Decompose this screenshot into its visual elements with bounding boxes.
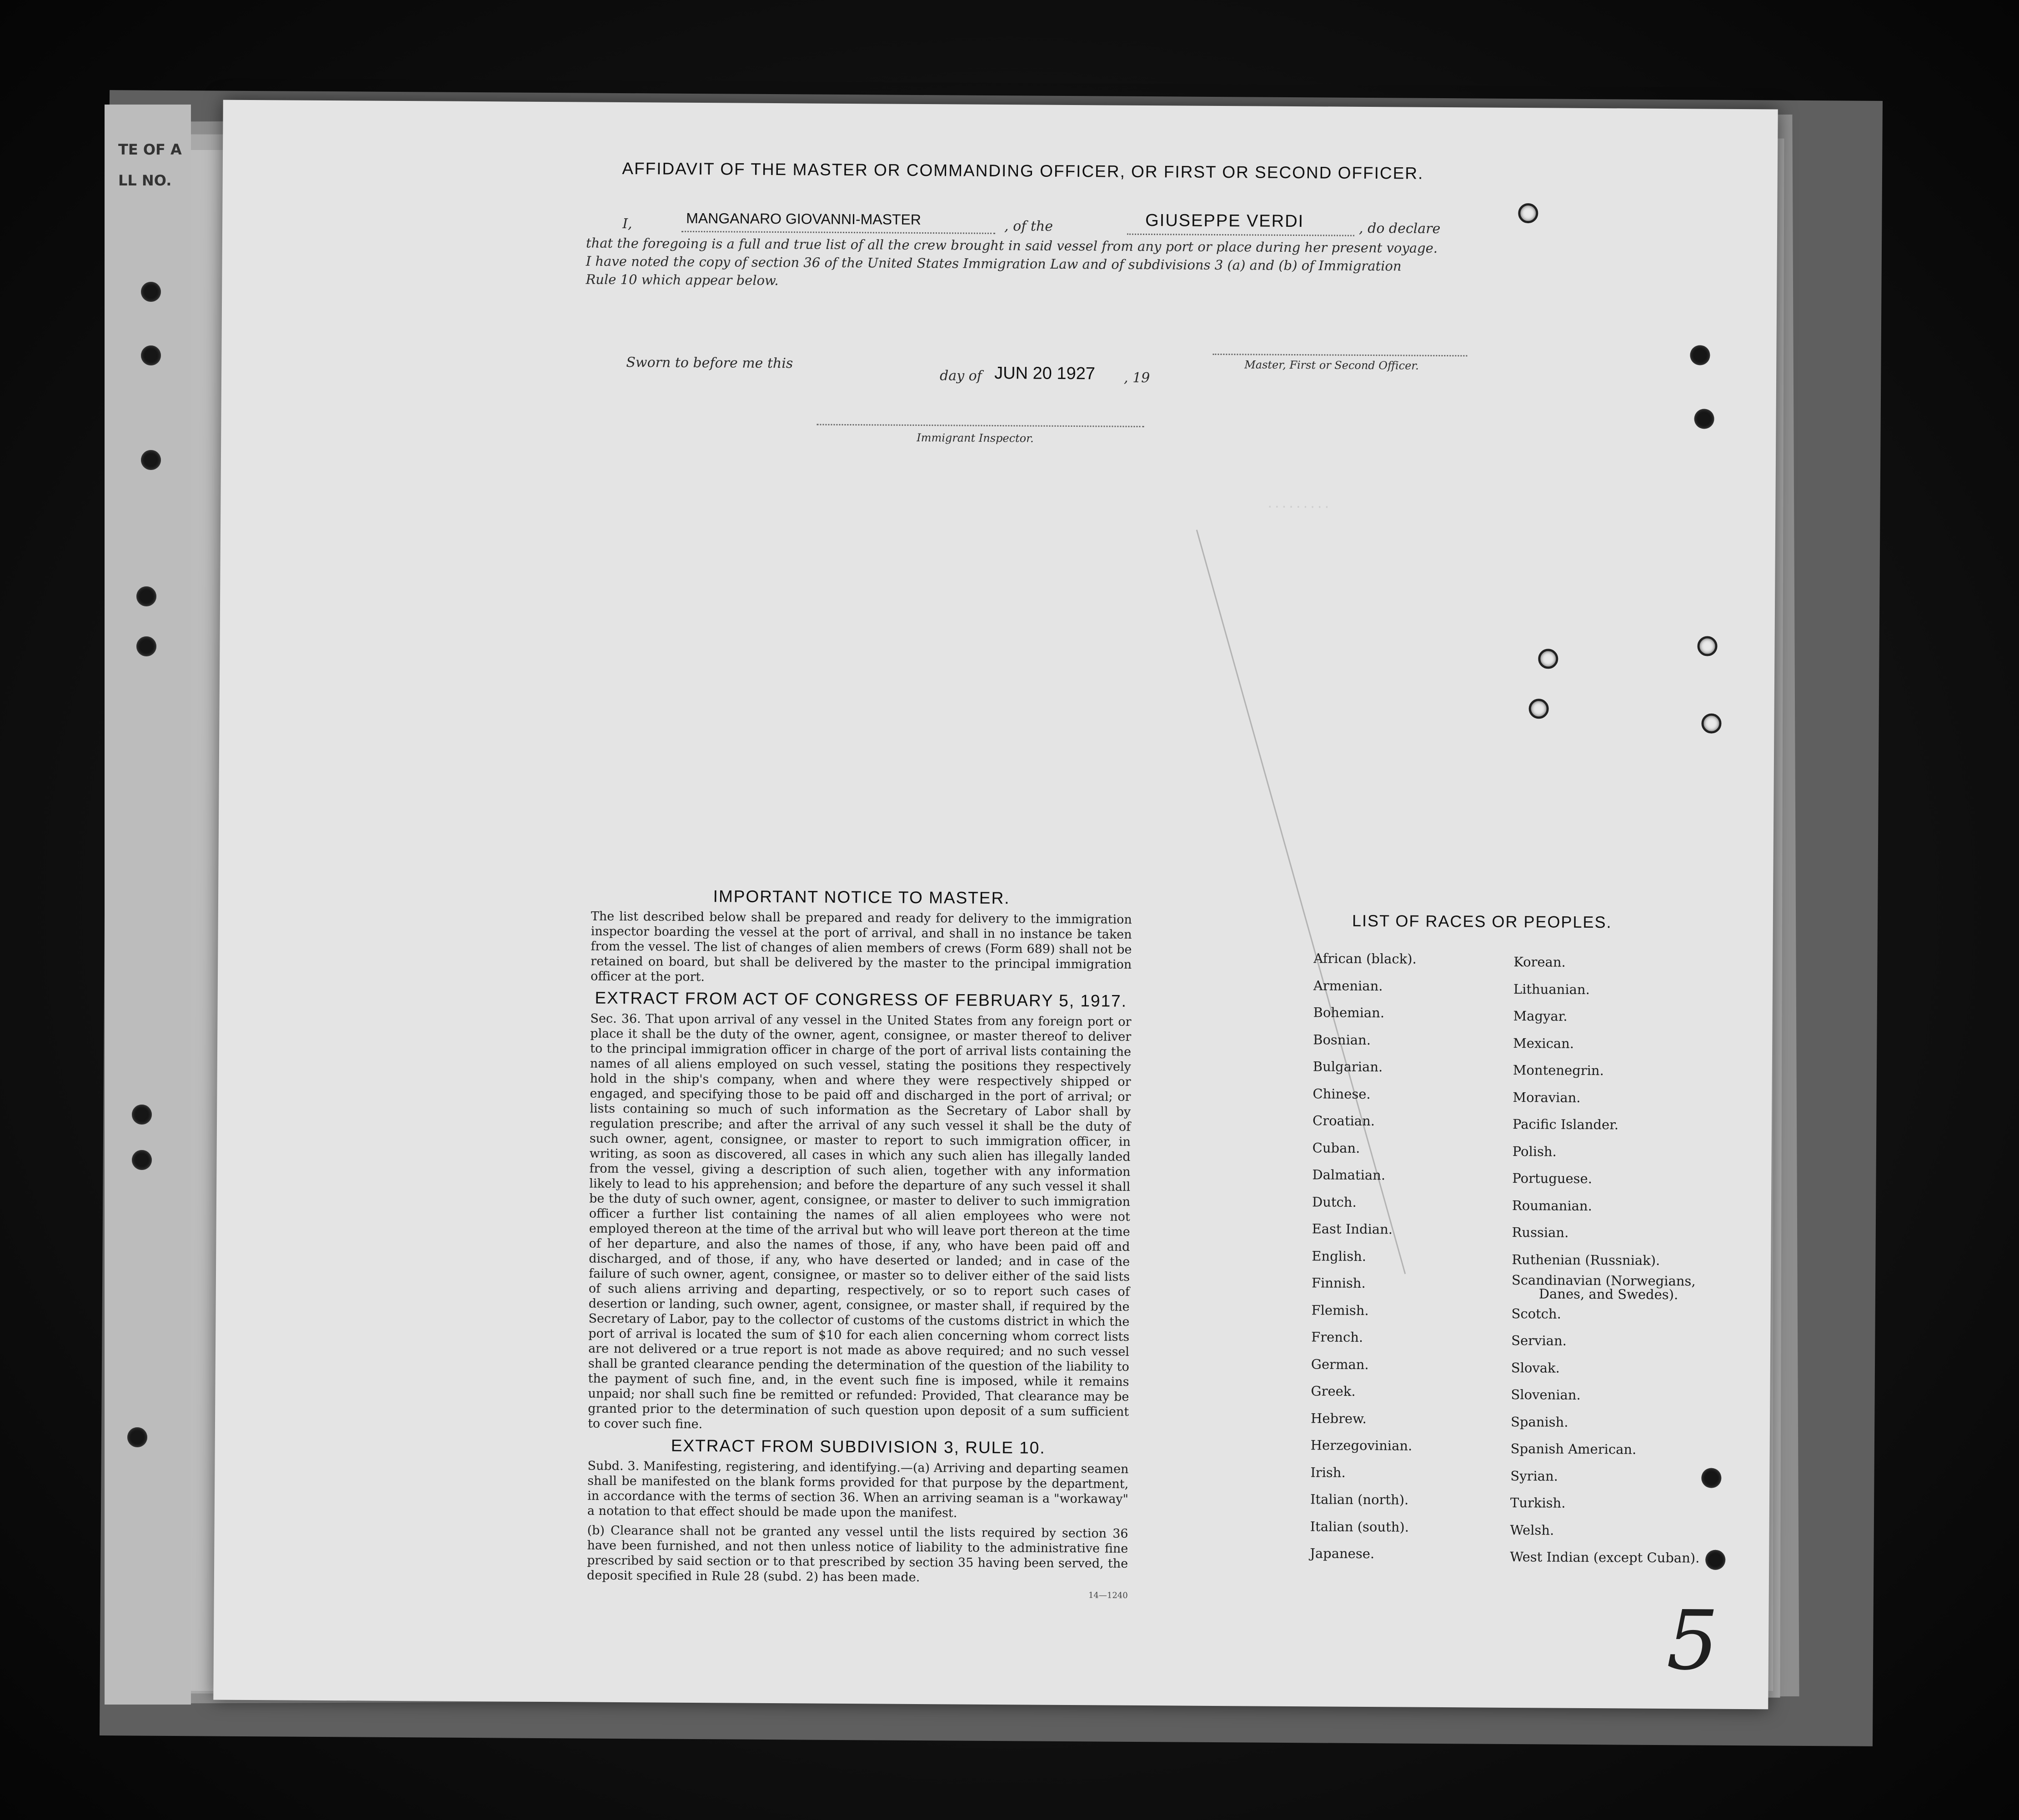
binder-hole — [1697, 636, 1717, 656]
handwritten-page-number: 5 — [1666, 1593, 1719, 1689]
race-item: Herzegovinian. — [1310, 1437, 1413, 1454]
race-item: Slovenian. — [1511, 1386, 1581, 1403]
race-item: Greek. — [1311, 1383, 1356, 1399]
race-item: Italian (south). — [1310, 1518, 1409, 1535]
master-name: MANGANARO GIOVANNI-MASTER — [686, 210, 922, 228]
of-the-label: , of the — [1004, 218, 1053, 235]
race-item: Roumanian. — [1512, 1197, 1592, 1214]
race-item: Mexican. — [1513, 1035, 1574, 1051]
affidavit-title: AFFIDAVIT OF THE MASTER OR COMMANDING OFFICER, OR FIRST OR SECOND OFFICER. — [622, 159, 1424, 183]
binder-hole — [1518, 203, 1538, 223]
race-item: Bosnian. — [1313, 1031, 1371, 1048]
races-right-column — [1510, 949, 1703, 1572]
affidavit-body — [586, 234, 1459, 294]
race-item-line: Scandinavian (Norwegians, — [1511, 1272, 1696, 1289]
vessel-dotted-line — [1127, 234, 1354, 236]
race-item: Lithuanian. — [1513, 981, 1590, 997]
punch-hole — [136, 636, 156, 656]
affidavit-body-line: I have noted the copy of section 36 of the United States Immigration Law and of subdivisions 3 (a) and (b) of Immigration — [586, 253, 1402, 274]
race-item: Chinese. — [1313, 1085, 1371, 1102]
race-item: English. — [1312, 1248, 1367, 1264]
punch-hole — [127, 1427, 147, 1447]
binder-hole — [1529, 699, 1549, 719]
form-code: 14—1240 — [1088, 1590, 1128, 1600]
race-item: Magyar. — [1513, 1008, 1568, 1024]
race-item: Cuban. — [1312, 1140, 1360, 1156]
race-item: Dalmatian. — [1312, 1167, 1386, 1183]
extract-rule-para-b: (b) Clearance shall not be granted any vessel until the lists required by section 36 have been furnished, and not then unless notice of liability to the administrative fine prescribed by said section or to that prescribed by section 35 having been served, the deposit specified in Rule 28 (subd. 2) has been made. — [586, 1523, 1128, 1585]
name-dotted-line — [681, 231, 995, 234]
race-item: Japanese. — [1310, 1545, 1375, 1562]
punch-hole — [136, 586, 156, 606]
inspector-label: Immigrant Inspector. — [917, 431, 1034, 445]
extract-act-heading: EXTRACT FROM ACT OF CONGRESS OF FEBRUARY 5, 1917. — [595, 988, 1127, 1010]
stub-text-1: TE OF A — [118, 141, 182, 158]
race-item: Spanish American. — [1510, 1440, 1637, 1457]
race-item: Flemish. — [1311, 1302, 1369, 1318]
year-prefix: , 19 — [1123, 370, 1150, 386]
date-stamp: JUN 20 1927 — [994, 363, 1096, 384]
punch-hole — [141, 282, 161, 302]
punch-hole — [141, 450, 161, 470]
race-item: Dutch. — [1312, 1194, 1357, 1210]
race-item: Syrian. — [1510, 1468, 1558, 1484]
race-item: Montenegrin. — [1513, 1062, 1604, 1079]
binder-hole — [1701, 713, 1721, 733]
race-item: Moravian. — [1513, 1089, 1581, 1105]
affidavit-body-line: Rule 10 which appear below. — [586, 271, 779, 289]
affidavit-body-line: that the foregoing is a full and true list of all the crew brought in said vessel from any port or place during her present voyage. — [586, 235, 1438, 256]
do-declare-label: , do declare — [1358, 220, 1441, 237]
race-item-scandinavian — [1512, 1273, 1701, 1301]
race-item: Pacific Islander. — [1512, 1116, 1619, 1133]
binder-hole — [1705, 1550, 1725, 1570]
race-item-line: Danes, and Swedes). — [1538, 1286, 1678, 1303]
punch-hole — [132, 1105, 152, 1125]
bleed-through-text: ......... — [1266, 497, 1331, 511]
extract-rule-para-a: Subd. 3. Manifesting, registering, and identifying.—(a) Arriving and departing seamen shall be manifested on the blank forms provided for that purpose by the department, in accordance with the terms of section 36. When an arriving seaman is a "workaway" a notation to that effect should be made upon the manifest. — [587, 1459, 1129, 1520]
race-item: Servian. — [1511, 1332, 1567, 1349]
race-item: Russian. — [1512, 1224, 1569, 1240]
race-item: German. — [1311, 1356, 1369, 1372]
notice-heading: IMPORTANT NOTICE TO MASTER. — [713, 887, 1010, 908]
affidavit-page — [213, 100, 1778, 1710]
race-item: Bulgarian. — [1313, 1059, 1383, 1075]
race-item: African (black). — [1313, 950, 1417, 967]
punch-hole — [132, 1150, 152, 1170]
race-item: French. — [1311, 1329, 1363, 1345]
races-title: LIST OF RACES OR PEOPLES. — [1352, 911, 1612, 932]
stub-text-2: LL NO. — [118, 172, 172, 189]
vessel-name: GIUSEPPE VERDI — [1145, 210, 1304, 231]
sworn-text: Sworn to before me this — [626, 355, 793, 372]
notice-column — [587, 886, 1132, 1600]
race-item: Korean. — [1513, 954, 1566, 970]
extract-act-text: Sec. 36. That upon arrival of any vessel in the United States from any foreign port or place it shall be the duty of the owner, agent, consignee, or master thereof to deliver to the principal immigration officer in charge of the port of arrival lists containing the names of all aliens employed on such vessel, stating the positions they respectively hold in the ship's company, when and where they were respectively shipped or engaged, and specifying those to be paid off and discharged in the port of arrival; or lists containing so much of such information as the Secretary of Labor shall by regulation prescribe; and after the arrival of any such vessel it shall be the duty of such owner, agent, consignee, or master to report to such immigration officer, in writing, as soon as discovered, all cases in which any such alien has illegally landed from the vessel, giving a description of such alien, together with any information likely to lead to his apprehension; and before the departure of any such vessel it shall be the duty of such owner, agent, consignee, or master to deliver to such immigration officer a further list containing the names of all alien employees who were not employed thereon at the time of the arrival but who will leave port thereon at the time of her departure, and also the names of those, if any, who have been paid off and discharged, and of those, if any, who have deserted or landed; and in case of the failure of such owner, agent, consignee, or master so to deliver either of the said lists of such aliens arriving and departing, respectively, or so to report such cases of desertion or landing, such owner, agent, consignee, or master shall, if required by the Secretary of Labor, pay to the collector of customs of the customs district in which the port of arrival is located the sum of $10 for each alien concerning whom correct lists are not delivered or a true report is not made as above required; and no such vessel shall be granted clearance pending the determination of the question of the liability to the payment of such fine, and, in the event such fine is imposed, while it remains unpaid; nor shall such fine be remitted or refunded: Provided, That clearance may be granted prior to the determination of such question upon deposit of a sum sufficient to cover such fine. — [587, 1011, 1132, 1432]
race-item: Italian (north). — [1310, 1491, 1409, 1508]
race-item: Armenian. — [1313, 977, 1383, 994]
race-item: Portuguese. — [1512, 1170, 1593, 1187]
binder-hole — [1694, 409, 1714, 429]
master-signature-line — [1212, 354, 1467, 356]
race-item: Irish. — [1310, 1464, 1346, 1480]
race-item: Ruthenian (Russniak). — [1512, 1251, 1660, 1268]
races-left-column — [1310, 945, 1417, 1568]
race-item: Turkish. — [1510, 1495, 1566, 1511]
binder-hole — [1538, 649, 1558, 669]
race-item: Croatian. — [1313, 1113, 1375, 1129]
race-item: Finnish. — [1311, 1275, 1366, 1291]
race-item: West Indian (except Cuban). — [1510, 1549, 1700, 1566]
race-item: Slovak. — [1511, 1360, 1560, 1376]
punch-hole — [141, 345, 161, 365]
race-item: Scotch. — [1511, 1305, 1561, 1322]
affidavit-pronoun: I, — [622, 215, 632, 232]
inspector-signature-line — [817, 424, 1144, 427]
race-item: Polish. — [1512, 1143, 1557, 1160]
binder-hole — [1690, 345, 1710, 365]
race-item: Bohemian. — [1313, 1005, 1385, 1021]
notice-text: The list described below shall be prepared and ready for delivery to the immigration inspector boarding the vessel at the port of arrival, and shall in no instance be taken from the vessel. The list of changes of alien members of crews (Form 689) shall not be retained on board, but shall be delivered by the master to the principal immigration officer at the port. — [590, 909, 1132, 985]
race-item: Welsh. — [1510, 1522, 1554, 1538]
binder-hole — [1701, 1468, 1721, 1488]
day-of-label: day of — [939, 368, 982, 384]
race-item: Hebrew. — [1311, 1410, 1367, 1426]
race-item: East Indian. — [1312, 1221, 1393, 1237]
left-stub-strip — [105, 105, 191, 1705]
master-signature-label: Master, First or Second Officer. — [1244, 358, 1419, 372]
race-item: Spanish. — [1510, 1414, 1568, 1430]
extract-rule-heading: EXTRACT FROM SUBDIVISION 3, RULE 10. — [671, 1436, 1046, 1457]
